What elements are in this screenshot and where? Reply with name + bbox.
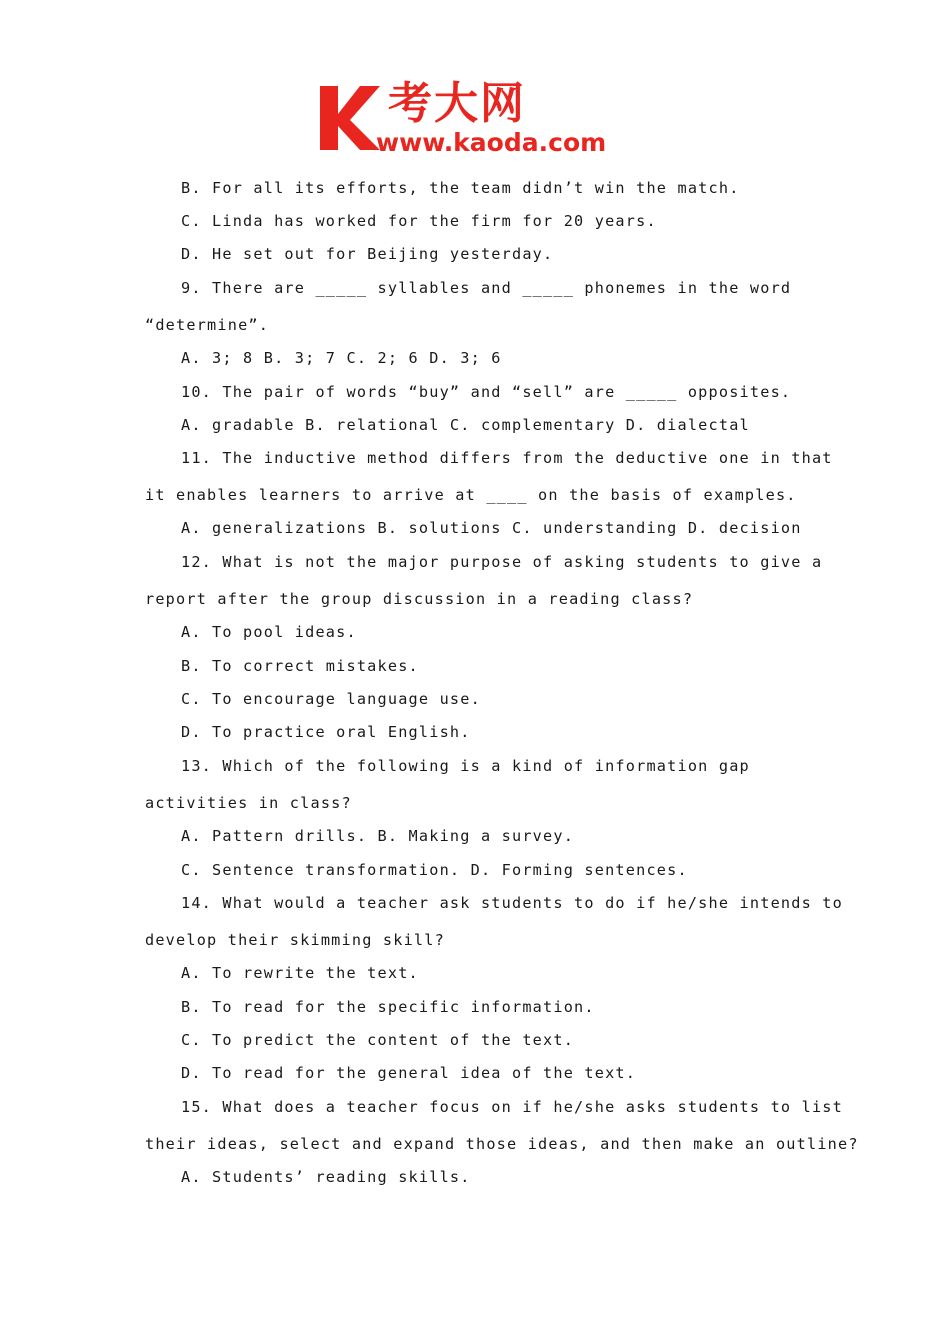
option-line: A. To rewrite the text.	[181, 964, 419, 982]
question-line: 10. The pair of words “buy” and “sell” are _____ opposites.	[181, 383, 792, 401]
k-logo-icon	[318, 84, 382, 152]
question-continuation: develop their skimming skill?	[145, 931, 445, 949]
option-line: A. Pattern drills. B. Making a survey.	[181, 827, 575, 845]
option-line: B. To correct mistakes.	[181, 657, 419, 675]
kaoda-logo	[318, 80, 638, 162]
question-line: 13. Which of the following is a kind of information gap	[181, 757, 750, 775]
option-line: B. To read for the specific information.	[181, 998, 595, 1016]
question-line: 11. The inductive method differs from the deductive one in that	[181, 449, 833, 467]
question-line: 9. There are _____ syllables and _____ phonemes in the word	[181, 279, 792, 297]
question-line: 12. What is not the major purpose of asking students to give a	[181, 553, 823, 571]
option-line: A. gradable B. relational C. complementary D. dialectal	[181, 416, 750, 434]
option-line: D. He set out for Beijing yesterday.	[181, 245, 554, 263]
question-line: 14. What would a teacher ask students to do if he/she intends to	[181, 894, 843, 912]
option-line: C. To encourage language use.	[181, 690, 481, 708]
question-continuation: activities in class?	[145, 794, 352, 812]
question-continuation: it enables learners to arrive at ____ on the basis of examples.	[145, 486, 797, 504]
option-line: C. Linda has worked for the firm for 20 years.	[181, 212, 657, 230]
question-continuation: report after the group discussion in a reading class?	[145, 590, 694, 608]
logo-chinese-name: 考大网	[388, 78, 526, 129]
option-line: C. Sentence transformation. D. Forming sentences.	[181, 861, 688, 879]
option-line: D. To read for the general idea of the text.	[181, 1064, 637, 1082]
option-line: C. To predict the content of the text.	[181, 1031, 575, 1049]
option-line: A. Students’ reading skills.	[181, 1168, 471, 1186]
question-continuation: “determine”.	[145, 316, 270, 334]
option-line: D. To practice oral English.	[181, 723, 471, 741]
option-line: B. For all its efforts, the team didn’t win the match.	[181, 179, 740, 197]
option-line: A. To pool ideas.	[181, 623, 357, 641]
option-line: A. generalizations B. solutions C. understanding D. decision	[181, 519, 802, 537]
option-line: A. 3; 8 B. 3; 7 C. 2; 6 D. 3; 6	[181, 349, 502, 367]
logo-url: www.kaoda.com	[376, 128, 607, 157]
question-continuation: their ideas, select and expand those ideas, and then make an outline?	[145, 1135, 859, 1153]
question-line: 15. What does a teacher focus on if he/she asks students to list	[181, 1098, 843, 1116]
